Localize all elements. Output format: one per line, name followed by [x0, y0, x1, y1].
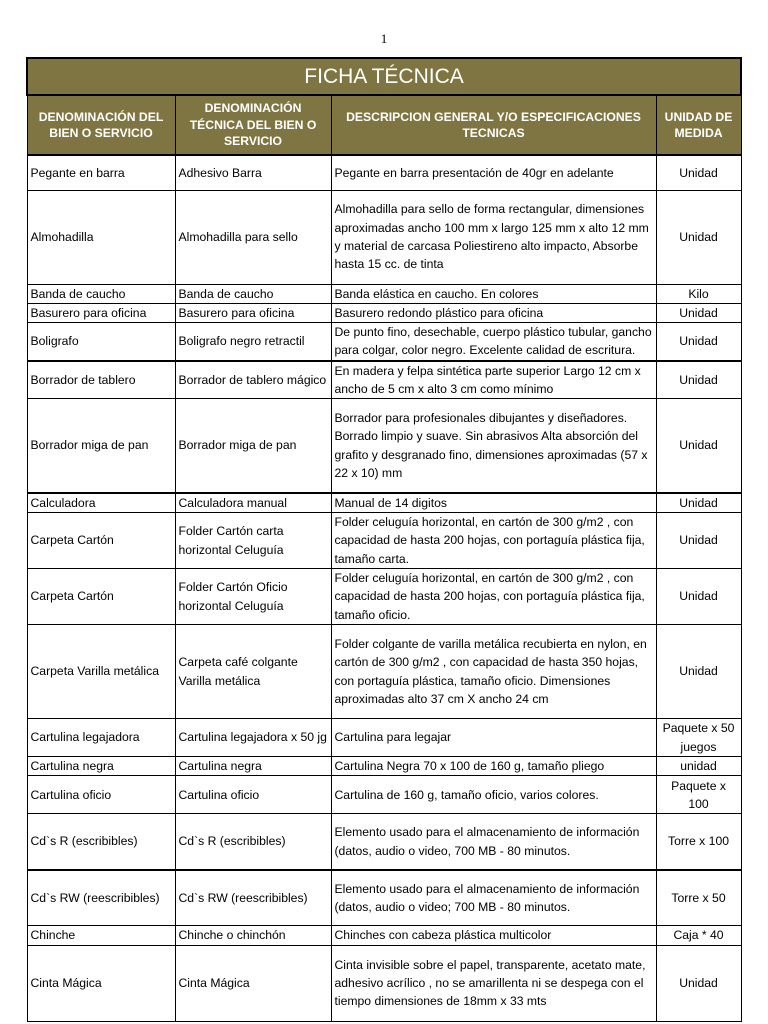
item-description: Elemento usado para el almacenamiento de información (datos, audio o video, 700 MB - 80 minutos.: [331, 814, 656, 870]
header-description: DESCRIPCION GENERAL Y/O ESPECIFICACIONES TECNICAS: [331, 95, 656, 155]
item-unit: Torre x 100: [656, 814, 741, 870]
item-name: Carpeta Cartón: [27, 569, 175, 625]
item-unit: Unidad: [656, 945, 741, 1021]
item-technical-name: Folder Cartón carta horizontal Celuguía: [175, 513, 331, 569]
item-name: Basurero para oficina: [27, 303, 175, 322]
item-unit: Unidad: [656, 513, 741, 569]
item-name: Cartulina oficio: [27, 776, 175, 814]
table-row: [27, 625, 741, 719]
table-body: [27, 155, 741, 1021]
item-unit: Unidad: [656, 303, 741, 322]
item-name: Borrador de tablero: [27, 361, 175, 399]
item-technical-name: Cartulina legajadora x 50 jg: [175, 719, 331, 757]
item-name: Boligrafo: [27, 323, 175, 361]
table-row: [27, 513, 741, 569]
table-row: [27, 493, 741, 513]
item-technical-name: Folder Cartón Oficio horizontal Celuguía: [175, 569, 331, 625]
item-name: Calculadora: [27, 493, 175, 513]
item-technical-name: Chinche o chinchón: [175, 926, 331, 945]
item-description: De punto fino, desechable, cuerpo plástico tubular, gancho para colgar, color negro. Excelente calidad de escritura.: [331, 323, 656, 361]
item-name: Almohadilla: [27, 190, 175, 284]
table-row: [27, 323, 741, 361]
item-unit: Kilo: [656, 284, 741, 303]
table-row: [27, 926, 741, 945]
item-description: Pegante en barra presentación de 40gr en adelante: [331, 155, 656, 190]
item-unit: Unidad: [656, 361, 741, 399]
item-technical-name: Borrador miga de pan: [175, 399, 331, 493]
item-unit: Caja * 40: [656, 926, 741, 945]
item-description: Banda elástica en caucho. En colores: [331, 284, 656, 303]
item-technical-name: Carpeta café colgante Varilla metálica: [175, 625, 331, 719]
item-description: Cartulina Negra 70 x 100 de 160 g, tamaño pliego: [331, 757, 656, 776]
item-name: Chinche: [27, 926, 175, 945]
item-unit: Unidad: [656, 399, 741, 493]
title-row: [27, 58, 741, 95]
item-technical-name: Basurero para oficina: [175, 303, 331, 322]
item-technical-name: Calculadora manual: [175, 493, 331, 513]
item-description: Cartulina para legajar: [331, 719, 656, 757]
item-technical-name: Borrador de tablero mágico: [175, 361, 331, 399]
table-row: [27, 361, 741, 399]
item-description: Elemento usado para el almacenamiento de información (datos, audio o video; 700 MB - 80 minutos.: [331, 870, 656, 926]
item-name: Carpeta Cartón: [27, 513, 175, 569]
table-row: [27, 870, 741, 926]
table-row: [27, 814, 741, 870]
table-row: [27, 776, 741, 814]
item-technical-name: Cartulina negra: [175, 757, 331, 776]
item-name: Cinta Mágica: [27, 945, 175, 1021]
item-unit: Unidad: [656, 323, 741, 361]
item-unit: Unidad: [656, 155, 741, 190]
item-name: Pegante en barra: [27, 155, 175, 190]
header-technical-denomination: DENOMINACIÓN TÉCNICA DEL BIEN O SERVICIO: [175, 95, 331, 155]
table-row: [27, 945, 741, 1021]
item-unit: Torre x 50: [656, 870, 741, 926]
item-description: Almohadilla para sello de forma rectangular, dimensiones aproximadas ancho 100 mm x largo 125 mm x alto 12 mm y material de carcasa Poliestireno alto impacto, Absorbe hasta 15 cc. de tinta: [331, 190, 656, 284]
item-name: Cartulina negra: [27, 757, 175, 776]
table-row: [27, 719, 741, 757]
item-technical-name: Adhesivo Barra: [175, 155, 331, 190]
item-unit: Paquete x 50 juegos: [656, 719, 741, 757]
item-technical-name: Cd`s R (escribibles): [175, 814, 331, 870]
table-row: [27, 757, 741, 776]
item-unit: Unidad: [656, 569, 741, 625]
table-row: [27, 284, 741, 303]
item-name: Cartulina legajadora: [27, 719, 175, 757]
item-description: Basurero redondo plástico para oficina: [331, 303, 656, 322]
table-row: [27, 303, 741, 322]
item-name: Cd`s R (escribibles): [27, 814, 175, 870]
item-technical-name: Almohadilla para sello: [175, 190, 331, 284]
item-description: Chinches con cabeza plástica multicolor: [331, 926, 656, 945]
item-technical-name: Banda de caucho: [175, 284, 331, 303]
item-unit: Unidad: [656, 190, 741, 284]
item-unit: Unidad: [656, 493, 741, 513]
table-row: [27, 399, 741, 493]
item-unit: Unidad: [656, 625, 741, 719]
sheet-title: FICHA TÉCNICA: [27, 58, 741, 95]
item-technical-name: Cinta Mágica: [175, 945, 331, 1021]
item-description: En madera y felpa sintética parte superior Largo 12 cm x ancho de 5 cm x alto 3 cm como mínimo: [331, 361, 656, 399]
item-unit: unidad: [656, 757, 741, 776]
technical-sheet-table: [26, 57, 742, 1022]
table-row: [27, 569, 741, 625]
item-description: Borrador para profesionales dibujantes y diseñadores. Borrado limpio y suave. Sin abrasivos Alta absorción del grafito y desgranado fino, dimensiones aproximadas (57 x 22 x 10) mm: [331, 399, 656, 493]
item-technical-name: Cartulina oficio: [175, 776, 331, 814]
table-row: [27, 155, 741, 190]
item-name: Cd`s RW (reescribibles): [27, 870, 175, 926]
item-description: Folder colgante de varilla metálica recubierta en nylon, en cartón de 300 g/m2 , con capacidad de hasta 350 hojas, con portaguía plástica, tamaño oficio. Dimensiones aproximadas alto 37 cm X ancho 24 cm: [331, 625, 656, 719]
page-number: 1: [380, 31, 388, 46]
item-unit: Paquete x 100: [656, 776, 741, 814]
item-description: Folder celuguía horizontal, en cartón de 300 g/m2 , con capacidad de hasta 200 hojas, con portaguía plástica fija, tamaño oficio.: [331, 569, 656, 625]
item-technical-name: Boligrafo negro retractil: [175, 323, 331, 361]
header-unit: UNIDAD DE MEDIDA: [656, 95, 741, 155]
header-denomination: DENOMINACIÓN DEL BIEN O SERVICIO: [27, 95, 175, 155]
item-description: Cinta invisible sobre el papel, transparente, acetato mate, adhesivo acrílico , no se amarillenta ni se despega con el tiempo dimensiones de 18mm x 33 mts: [331, 945, 656, 1021]
item-description: Folder celuguía horizontal, en cartón de 300 g/m2 , con capacidad de hasta 200 hojas, con portaguía plástica fija, tamaño carta.: [331, 513, 656, 569]
item-technical-name: Cd`s RW (reescribibles): [175, 870, 331, 926]
item-name: Banda de caucho: [27, 284, 175, 303]
header-row: [27, 95, 741, 155]
item-name: Carpeta Varilla metálica: [27, 625, 175, 719]
item-name: Borrador miga de pan: [27, 399, 175, 493]
item-description: Manual de 14 digitos: [331, 493, 656, 513]
table-row: [27, 190, 741, 284]
item-description: Cartulina de 160 g, tamaño oficio, varios colores.: [331, 776, 656, 814]
